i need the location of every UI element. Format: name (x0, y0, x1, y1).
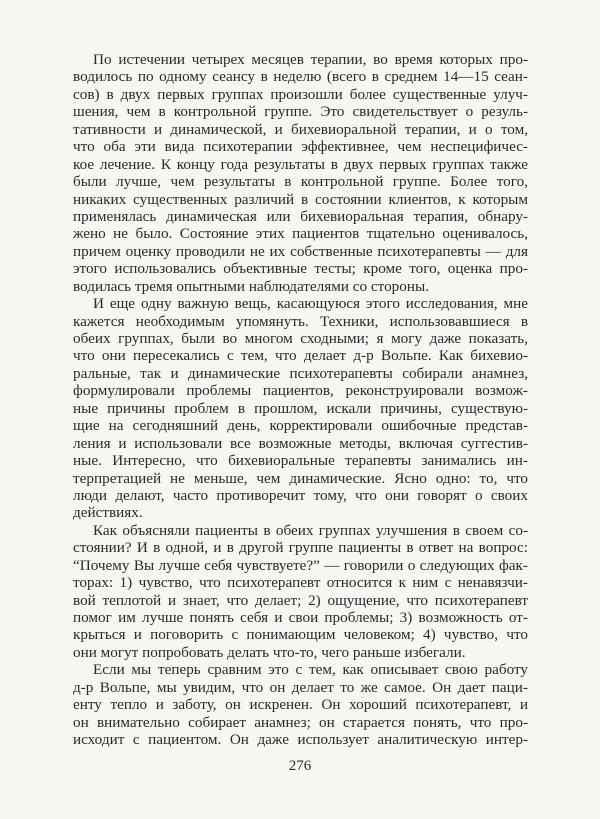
text-line: “Почему Вы лучше себя чувствуете?” — говорили о следующих фак- (73, 556, 528, 574)
paragraph (73, 522, 528, 662)
text-line: люди делают, часто противоречит тому, что они говорят о своих (73, 486, 528, 504)
text-line: сов) в двух первых группах произошли более существенные улуч- (73, 85, 528, 103)
page-number: 276 (288, 758, 312, 774)
paragraph (73, 661, 528, 748)
text-line: водилась тремя опытными наблюдателями со стороны. (73, 277, 429, 295)
text-line: енту тепло и заботу, он искренен. Он хороший психотерапевт, и (73, 696, 528, 714)
text-line: торах: 1) чувство, что психотерапевт относится к ним с ненавязчи- (73, 574, 528, 592)
body-text (73, 51, 528, 749)
text-line: ления и использовали все возможные методы, включая суггестив- (73, 434, 528, 452)
paragraph (73, 295, 528, 522)
text-line: вой теплотой и знает, что делает; 2) ощущение, что психотерапевт (73, 591, 528, 609)
text-line: стоянии? И в одной, и в другой группе пациенты в ответ на вопрос: (73, 539, 528, 557)
text-line: ральные, так и динамические психотерапевты собирали анамнез, (73, 364, 528, 382)
text-line: исходит с пациентом. Он даже использует аналитическую интер- (73, 731, 528, 749)
text-line: крыться и поговорить с понимающим человеком; 4) чувство, что (73, 626, 528, 644)
text-line: что оба эти вида психотерапии эффективнее, чем неспецифичес- (73, 138, 528, 156)
text-line: никаких существенных различий в состоянии клиентов, к которым (73, 190, 528, 208)
text-line: водилось по одному сеансу в неделю (всего в среднем 14—15 сеан- (73, 68, 528, 86)
text-line: этого использовались объективные тесты; кроме того, оценка про- (73, 260, 528, 278)
text-line: что они пересекались с тем, что делает д-р Вольпе. Как бихевио- (73, 347, 528, 365)
text-line: формулировали проблемы пациентов, реконструировали возмож- (73, 382, 528, 400)
text-line: кажется необходимым упомянуть. Техники, использовавшиеся в (73, 312, 528, 330)
text-line: обеих группах, были во многом сходными; я могу даже показать, (73, 330, 528, 347)
text-line: кое лечение. К концу года результаты в двух первых группах также (73, 155, 528, 173)
text-line: терпретацией не меньше, чем динамические. Ясно одно: то, что (73, 469, 528, 487)
text-line: И еще одну важную вещь, касающуюся этого исследования, мне (93, 295, 528, 313)
text-line: тативности и динамической, и бихевиоральной терапии, и о том, (73, 120, 528, 138)
text-line: д-р Вольпе, мы увидим, что он делает то же самое. Он дает паци- (73, 678, 528, 696)
text-line: помог им лучше понять себя и свои проблемы; 3) возможность от- (73, 609, 528, 626)
text-line: Если мы теперь сравним это с тем, как описывает свою работу (93, 661, 528, 679)
text-line: жено не было. Состояние этих пациентов тщательно оценивалось, (73, 225, 528, 243)
text-line: ные причины проблем в прошлом, искали причины, существую- (73, 399, 528, 417)
text-line: действиях. (73, 504, 143, 522)
text-line: были лучше, чем результаты в контрольной группе. Более того, (73, 173, 528, 191)
text-line: щие на сегодняшний день, корректировали ошибочные представ- (73, 417, 528, 435)
text-line: шения, чем в контрольной группе. Это свидетельствует о резуль- (73, 103, 528, 121)
text-line: ные. Интересно, что бихевиоральные терапевты занимались ин- (73, 452, 528, 470)
text-line: они могут попробовать делать что-то, чего раньше избегали. (73, 643, 466, 661)
text-line: Как объясняли пациенты в обеих группах улучшения в своем со- (93, 521, 528, 539)
text-line: По истечении четырех месяцев терапии, во время которых про- (93, 51, 528, 68)
paragraph (73, 51, 528, 295)
text-line: причем оценку проводили не их собственные психотерапевты — для (73, 242, 528, 260)
text-line: применялась динамическая или бихевиоральная терапия, обнару- (73, 207, 528, 225)
text-line: он внимательно собирает анамнез; он старается понять, что про- (73, 713, 528, 731)
